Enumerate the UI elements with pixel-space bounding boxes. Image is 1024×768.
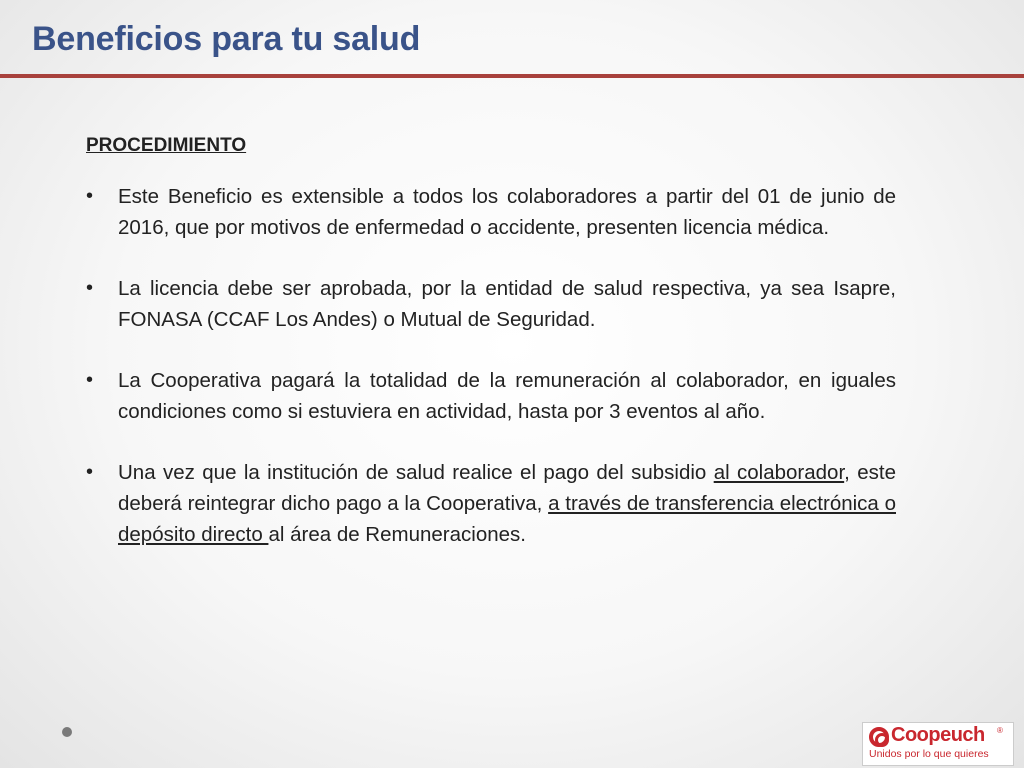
logo-registered: ®: [997, 726, 1003, 735]
logo-name: Coopeuch: [891, 724, 985, 746]
bullet-item-3: • La Cooperativa pagará la totalidad de la remuneración al colaborador, en iguales condiciones como si estuviera en actividad, hasta por 3 eventos al año.: [86, 365, 896, 427]
slide-body: [86, 130, 896, 580]
bullet-item-4: [86, 457, 896, 550]
bullet-4-text-3: al área de Remuneraciones.: [268, 523, 526, 546]
bullet-list: [86, 181, 896, 550]
bullet-4-underline-1: al colaborador: [713, 461, 845, 484]
bullet-4-underline-2: a través de transferencia electrónica o depósito directo: [118, 492, 896, 546]
bullet-4-text-1: Una vez que la institución de salud realice el pago del subsidio: [118, 461, 714, 484]
bullet-item-2: • La licencia debe ser aprobada, por la entidad de salud respectiva, ya sea Isapre, FONASA (CCAF Los Andes) o Mutual de Seguridad.: [86, 273, 896, 335]
title-divider: [0, 74, 1024, 78]
logo-tagline: Unidos por lo que quieres: [869, 748, 989, 760]
bullet-4-text-2: , este deberá reintegrar dicho pago a la Cooperativa,: [118, 461, 896, 515]
slide-indicator-dot: [62, 727, 72, 737]
section-heading: PROCEDIMIENTO: [86, 135, 247, 156]
slide-title: Beneficios para tu salud: [32, 20, 421, 58]
bullet-item-1: • Este Beneficio es extensible a todos los colaboradores a partir del 01 de junio de 2016, que por motivos de enfermedad o accidente, presenten licencia médica.: [86, 181, 896, 243]
coopeuch-mark-icon: [869, 727, 889, 747]
coopeuch-logo: [862, 722, 1014, 766]
